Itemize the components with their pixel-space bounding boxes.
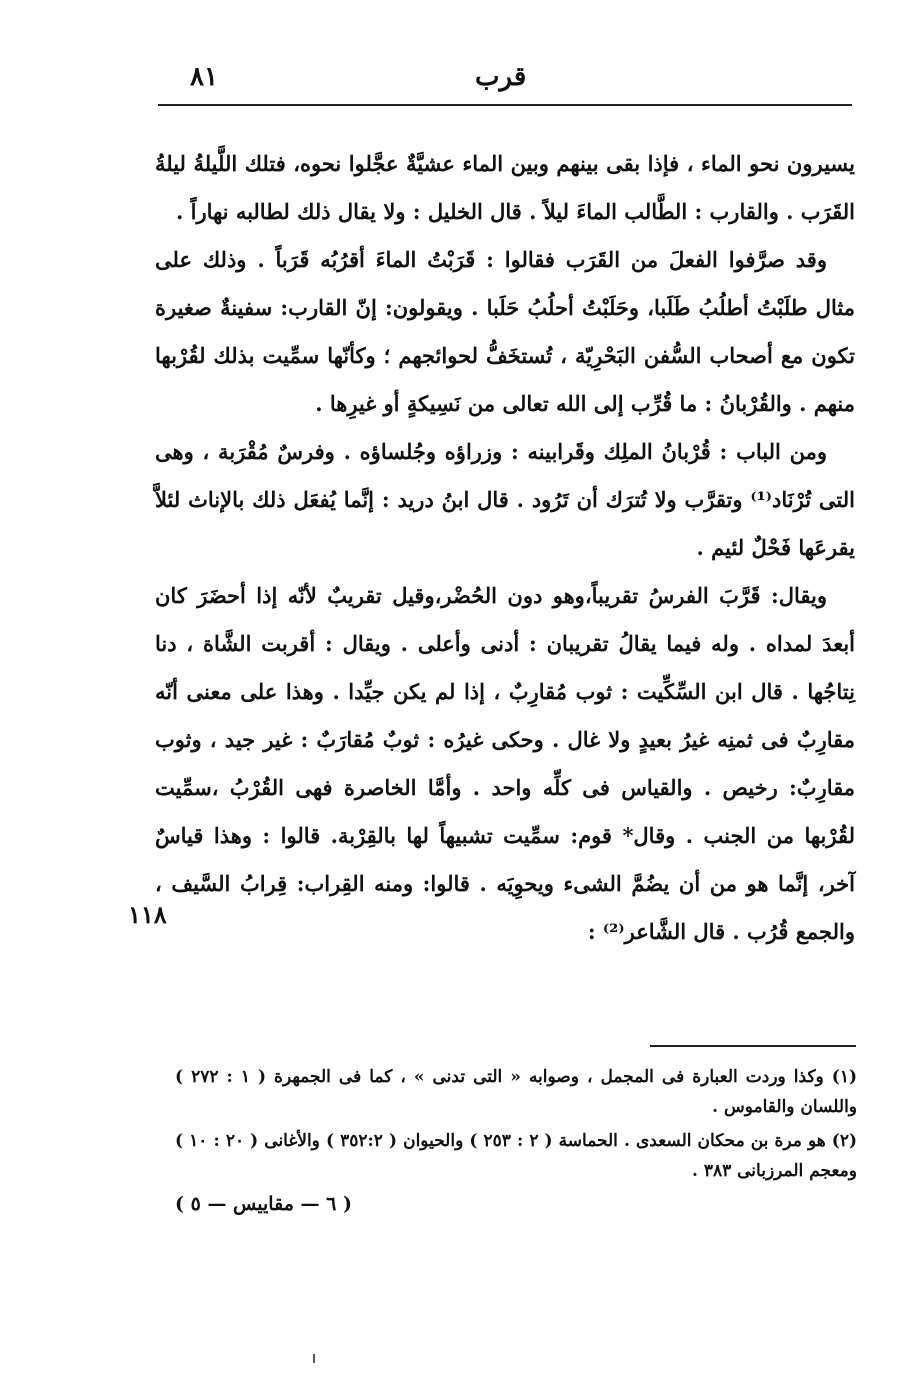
paragraph-2: وقد صرَّفوا الفعلَ من القَرَب فقالوا : قَرَبْتُ الماءَ أقرُبُه قَرَباً . وذلك على مثال طلَبْتُ أطلُبُ طَلَبا، وحَلَبْتُ أحلُبُ حَلَبا . ويقولون: إنّ القارب: سفينةٌ صغيرة تكون مع أصحاب السُّفن البَحْرِيّة ، تُستخَفُّ لحوائجهم ؛ وكأنّها سمِّيت بذلك لقُرْبها منهم . والقُرْبانُ : ما قُرِّب إلى الله تعالى من نَسِيكةٍ أو غيرِها . <box>155 247 855 416</box>
header-divider <box>158 104 852 106</box>
footnote-2: (٢) هو مرة بن محكان السعدى . الحماسة ( ٢ : ٢٥٣ ) والحيوان ( ٣٥٢:٢ ) والأغانى ( ٢٠ : ١٠ ) ومعجم المرزبانى ٣٨٣ . <box>175 1131 858 1181</box>
footnote-1: (١) وكذا وردت العبارة فى المجمل ، وصوابه « التى تدنى » ، كما فى الجمهرة ( ١ : ٢٧٢ ) واللسان والقاموس . <box>175 1067 857 1117</box>
footnote-divider <box>650 1045 856 1047</box>
main-text <box>155 140 855 956</box>
page-number: ٨١ <box>190 62 218 92</box>
paragraph-1: يسيرون نحو الماء ، فإذا بقى بينهم وبين الماء عشيَّةٌ عجَّلوا نحوه، فتلك اللَّيلةُ ليلةُ القَرَب . والقارب : الطَّالب الماءَ ليلاً . قال الخليل : ولا يقال ذلك لطالبه نهاراً . <box>155 151 855 224</box>
paragraph-4: ويقال: قَرَّبَ الفرسُ تقريباً،وهو دون الحُضْر،وقيل تقريبٌ لأنّه إذا أحضَرَ كان أبعدَ لمداه . وله فيما يقالُ تقريبان : أدنى وأعلى . ويقال : أقربت الشَّاة ، دنا نِتاجُها . قال ابن السِّكِّيت : ثوب مُقارِبٌ ، إذا لم يكن جيِّدا . وهذا على معنى أنّه مقارِبٌ فى ثمنِه غيرُ بعيدٍ ولا غال . وحكى غيرُه : ثوبٌ مُقارَبٌ : غير جيد ، وثوب مقارِبٌ: رخيص . والقياس فى كلِّه واحد . وأمَّا الخاصرة فهى القُرْبُ ،سمِّيت لقُرْبها من الجنب . وقال* قوم: سمِّيت تشبيهاً لها بالقِرْبة. قالوا : وهذا قياسٌ آخر، إنَّما هو من أن يضُمَّ الشىء ويحوِيَه . قالوا: ومنه القِراب: قِرابُ السَّيف ، والجمع قُرُب . قال الشَّاعر⁽²⁾ : <box>155 583 855 944</box>
margin-page-reference: ١١٨ <box>128 900 167 929</box>
paragraph-3: ومن الباب : قُرْبانُ الملِك وقَرابينه : وزراؤه وجُلساؤه . وفرسٌ مُقْرَبة ، وهى التى تُرْنَاد⁽¹⁾ وتقرَّب ولا تُترَك أن تَرُود . قال ابنُ دريد : إنَّما يُفعَل ذلك بالإناث لئلاَّ يقرعَها فَحْلٌ لئيم . <box>155 439 855 560</box>
page-header <box>160 60 850 104</box>
printer-signature-mark: ( ٦ — مقاييس — ٥ ) <box>175 1193 352 1215</box>
footnotes <box>175 1062 857 1190</box>
bottom-speck-icon <box>312 1354 316 1364</box>
root-word-heading: قرب <box>475 62 527 92</box>
